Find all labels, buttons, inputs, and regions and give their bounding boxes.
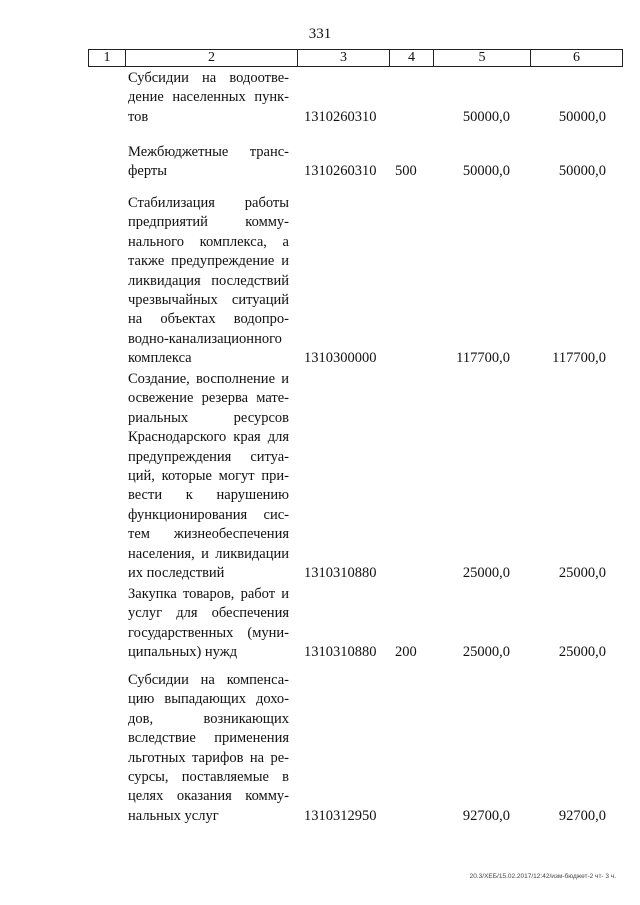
row-name-line: чрезвычайных ситуаций xyxy=(128,292,289,309)
table-header-row xyxy=(88,49,623,67)
row-sum-col5: 117700,0 xyxy=(456,350,510,367)
row-name-line: дение населенных пунк- xyxy=(128,89,289,106)
row-sum-col6: 117700,0 xyxy=(552,350,606,367)
header-col-3: 3 xyxy=(298,50,390,66)
header-col-1: 1 xyxy=(89,50,126,66)
row-name xyxy=(128,585,289,663)
row-sum-col6: 25000,0 xyxy=(558,644,606,661)
header-col-2: 2 xyxy=(126,50,298,66)
row-name-line: вести к нарушению xyxy=(128,487,289,504)
row-expense-type: 200 xyxy=(395,644,417,661)
row-code: 1310310880 xyxy=(304,565,377,581)
header-col-4: 4 xyxy=(390,50,434,66)
row-name xyxy=(128,370,289,583)
row-name-line: ликвидация последствий xyxy=(128,272,289,289)
row-name xyxy=(128,143,289,182)
row-name-line: Субсидии на компенса- xyxy=(128,672,289,688)
row-code: 1310310880 xyxy=(304,644,377,661)
header-col-6: 6 xyxy=(573,50,580,65)
row-name-line: Стабилизация работы xyxy=(128,195,289,211)
row-name-line: государственных (муни- xyxy=(128,624,289,641)
row-code: 1310260310 xyxy=(304,163,377,180)
row-sum-col6: 25000,0 xyxy=(558,565,606,581)
row-name-line: на объектах водопро- xyxy=(128,311,289,328)
row-name-line: тов xyxy=(128,108,149,125)
row-name xyxy=(128,194,289,369)
row-name-line: населения, и ликвидации xyxy=(128,545,289,562)
row-name-line: освежение резерва мате- xyxy=(128,390,289,407)
row-name-line: Субсидии на водоотве- xyxy=(128,70,289,86)
row-code: 1310312950 xyxy=(304,807,377,824)
row-sum-col6: 50000,0 xyxy=(558,163,606,180)
row-name-line: также предупреждение и xyxy=(128,253,289,270)
row-name-line: комплекса xyxy=(128,350,192,367)
row-name-line: риальных ресурсов xyxy=(128,409,289,426)
row-name-line: Межбюджетные транс- xyxy=(128,144,289,160)
row-name-line: водно-канализационного xyxy=(128,330,282,347)
row-name-line: льготных тарифов на ре- xyxy=(128,749,289,766)
row-name-line: ций, которые могут при- xyxy=(128,468,289,485)
row-name-line: их последствий xyxy=(128,565,225,582)
row-name-line: предупреждения ситуа- xyxy=(128,448,289,465)
row-sum-col5: 25000,0 xyxy=(462,644,510,661)
header-col-5: 5 xyxy=(434,50,531,66)
row-name-line: сурсы, поставляемые в xyxy=(128,769,289,786)
footer-stamp: 20.3/ХЕБ/15.02.2017/12:42/изм-бюджет-2 чт- 3 ч. xyxy=(469,873,616,880)
row-code: 1310300000 xyxy=(304,350,377,367)
row-name-line: дов, возникающих xyxy=(128,710,289,727)
row-sum-col5: 25000,0 xyxy=(462,565,510,581)
row-name-line: целях оказания комму- xyxy=(128,788,289,805)
row-sum-col6: 50000,0 xyxy=(558,108,606,125)
page-number: 331 xyxy=(308,26,332,42)
row-name-line: предприятий комму- xyxy=(128,214,289,231)
row-name-line: Создание, восполнение и xyxy=(128,371,289,387)
row-expense-type: 500 xyxy=(395,163,417,180)
row-sum-col6: 92700,0 xyxy=(558,807,606,824)
row-name-line: Закупка товаров, работ и xyxy=(128,586,289,602)
row-name-line: тем жизнеобеспечения xyxy=(128,526,289,543)
row-sum-col5: 92700,0 xyxy=(462,807,510,824)
row-name-line: ферты xyxy=(128,163,167,180)
row-name-line: нального комплекса, а xyxy=(128,233,289,250)
row-sum-col5: 50000,0 xyxy=(462,108,510,125)
row-name-line: функционирования сис- xyxy=(128,506,289,523)
row-name-line: ципальных) нужд xyxy=(128,644,238,661)
row-name-line: услуг для обеспечения xyxy=(128,605,289,622)
row-sum-col5: 50000,0 xyxy=(462,163,510,180)
row-code: 1310260310 xyxy=(304,108,377,125)
row-name-line: нальных услуг xyxy=(128,807,219,824)
row-name-line: вследствие применения xyxy=(128,730,289,747)
row-name xyxy=(128,671,289,826)
row-name xyxy=(128,69,289,127)
row-name-line: цию выпадающих дохо- xyxy=(128,691,289,708)
row-name-line: Краснодарского края для xyxy=(128,429,289,446)
